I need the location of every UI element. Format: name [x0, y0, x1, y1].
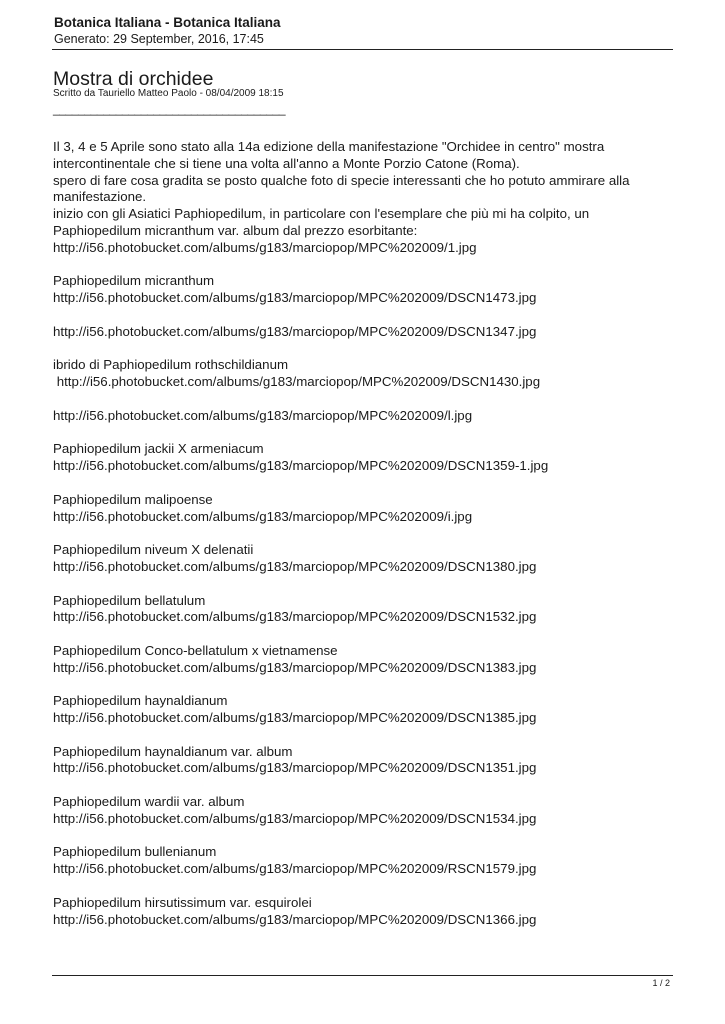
entry-url[interactable]: http://i56.photobucket.com/albums/g183/marciopop/MPC%202009/DSCN1385.jpg	[53, 710, 537, 726]
photo-entry	[53, 844, 683, 878]
intro-image-url[interactable]: http://i56.photobucket.com/albums/g183/marciopop/MPC%202009/1.jpg	[53, 239, 477, 255]
intro-line: intercontinentale che si tiene una volta all'anno a Monte Porzio Catone (Roma).	[53, 155, 520, 171]
photo-entry	[53, 593, 683, 627]
page-number: 1 / 2	[652, 978, 670, 988]
photo-entry	[53, 273, 683, 307]
intro-line: manifestazione.	[53, 189, 147, 205]
entry-url[interactable]: http://i56.photobucket.com/albums/g183/marciopop/MPC%202009/DSCN1347.jpg	[53, 323, 537, 339]
photo-entry	[53, 693, 683, 727]
photo-entry	[53, 643, 683, 677]
footer-divider	[52, 975, 673, 976]
entry-caption: Paphiopedilum haynaldianum	[53, 693, 228, 709]
photo-entry	[53, 408, 683, 425]
photo-entry	[53, 324, 683, 341]
article-body	[53, 139, 683, 928]
entry-caption: Paphiopedilum haynaldianum var. album	[53, 743, 293, 759]
entry-caption: Paphiopedilum malipoense	[53, 491, 213, 507]
photo-entry	[53, 794, 683, 828]
entry-caption: ibrido di Paphiopedilum rothschildianum	[53, 357, 289, 373]
text-separator: _____________________________________	[53, 102, 286, 116]
generated-timestamp: Generato: 29 September, 2016, 17:45	[54, 32, 264, 46]
entry-caption: Paphiopedilum bullenianum	[53, 844, 217, 860]
intro-line: spero di fare cosa gradita se posto qualche foto di specie interessanti che ho potuto ammirare alla	[53, 172, 630, 188]
photo-entry	[53, 895, 683, 929]
entry-url[interactable]: http://i56.photobucket.com/albums/g183/marciopop/MPC%202009/DSCN1383.jpg	[53, 659, 537, 675]
site-title: Botanica Italiana - Botanica Italiana	[54, 15, 281, 30]
intro-paragraph	[53, 139, 683, 257]
entry-caption: Paphiopedilum bellatulum	[53, 592, 206, 608]
photo-entry	[53, 357, 683, 391]
entry-caption: Paphiopedilum hirsutissimum var. esquirolei	[53, 894, 312, 910]
article-title: Mostra di orchidee	[53, 68, 214, 90]
entry-url[interactable]: http://i56.photobucket.com/albums/g183/marciopop/MPC%202009/DSCN1366.jpg	[53, 911, 537, 927]
entry-url[interactable]: http://i56.photobucket.com/albums/g183/marciopop/MPC%202009/i.jpg	[53, 508, 473, 524]
entry-url[interactable]: http://i56.photobucket.com/albums/g183/marciopop/MPC%202009/DSCN1351.jpg	[53, 760, 537, 776]
entry-url[interactable]: http://i56.photobucket.com/albums/g183/marciopop/MPC%202009/DSCN1532.jpg	[53, 609, 537, 625]
intro-line: inizio con gli Asiatici Paphiopedilum, in particolare con l'esemplare che più mi ha colpito, un	[53, 206, 590, 222]
entry-url[interactable]: http://i56.photobucket.com/albums/g183/marciopop/MPC%202009/DSCN1380.jpg	[53, 558, 537, 574]
entry-caption: Paphiopedilum niveum X delenatii	[53, 542, 254, 558]
entry-url[interactable]: http://i56.photobucket.com/albums/g183/marciopop/MPC%202009/DSCN1430.jpg	[53, 374, 541, 390]
photo-entry	[53, 492, 683, 526]
entry-caption: Paphiopedilum wardii var. album	[53, 794, 245, 810]
entry-url[interactable]: http://i56.photobucket.com/albums/g183/marciopop/MPC%202009/DSCN1359-1.jpg	[53, 458, 549, 474]
entry-url[interactable]: http://i56.photobucket.com/albums/g183/marciopop/MPC%202009/RSCN1579.jpg	[53, 861, 537, 877]
entry-caption: Paphiopedilum jackii X armeniacum	[53, 441, 264, 457]
intro-line: Il 3, 4 e 5 Aprile sono stato alla 14a edizione della manifestazione "Orchidee in centro" mostra	[53, 139, 605, 154]
header-divider	[52, 49, 673, 50]
photo-entry	[53, 744, 683, 778]
page-header	[54, 14, 673, 47]
entry-url[interactable]: http://i56.photobucket.com/albums/g183/marciopop/MPC%202009/l.jpg	[53, 407, 473, 423]
intro-line: Paphiopedilum micranthum var. album dal prezzo esorbitante:	[53, 222, 418, 238]
photo-entry	[53, 441, 683, 475]
article-byline: Scritto da Tauriello Matteo Paolo - 08/04/2009 18:15	[53, 88, 284, 99]
entry-url[interactable]: http://i56.photobucket.com/albums/g183/marciopop/MPC%202009/DSCN1534.jpg	[53, 810, 537, 826]
entry-caption: Paphiopedilum micranthum	[53, 273, 215, 289]
entry-caption: Paphiopedilum Conco-bellatulum x vietnamense	[53, 642, 338, 658]
photo-entry	[53, 542, 683, 576]
entry-url[interactable]: http://i56.photobucket.com/albums/g183/marciopop/MPC%202009/DSCN1473.jpg	[53, 290, 537, 306]
